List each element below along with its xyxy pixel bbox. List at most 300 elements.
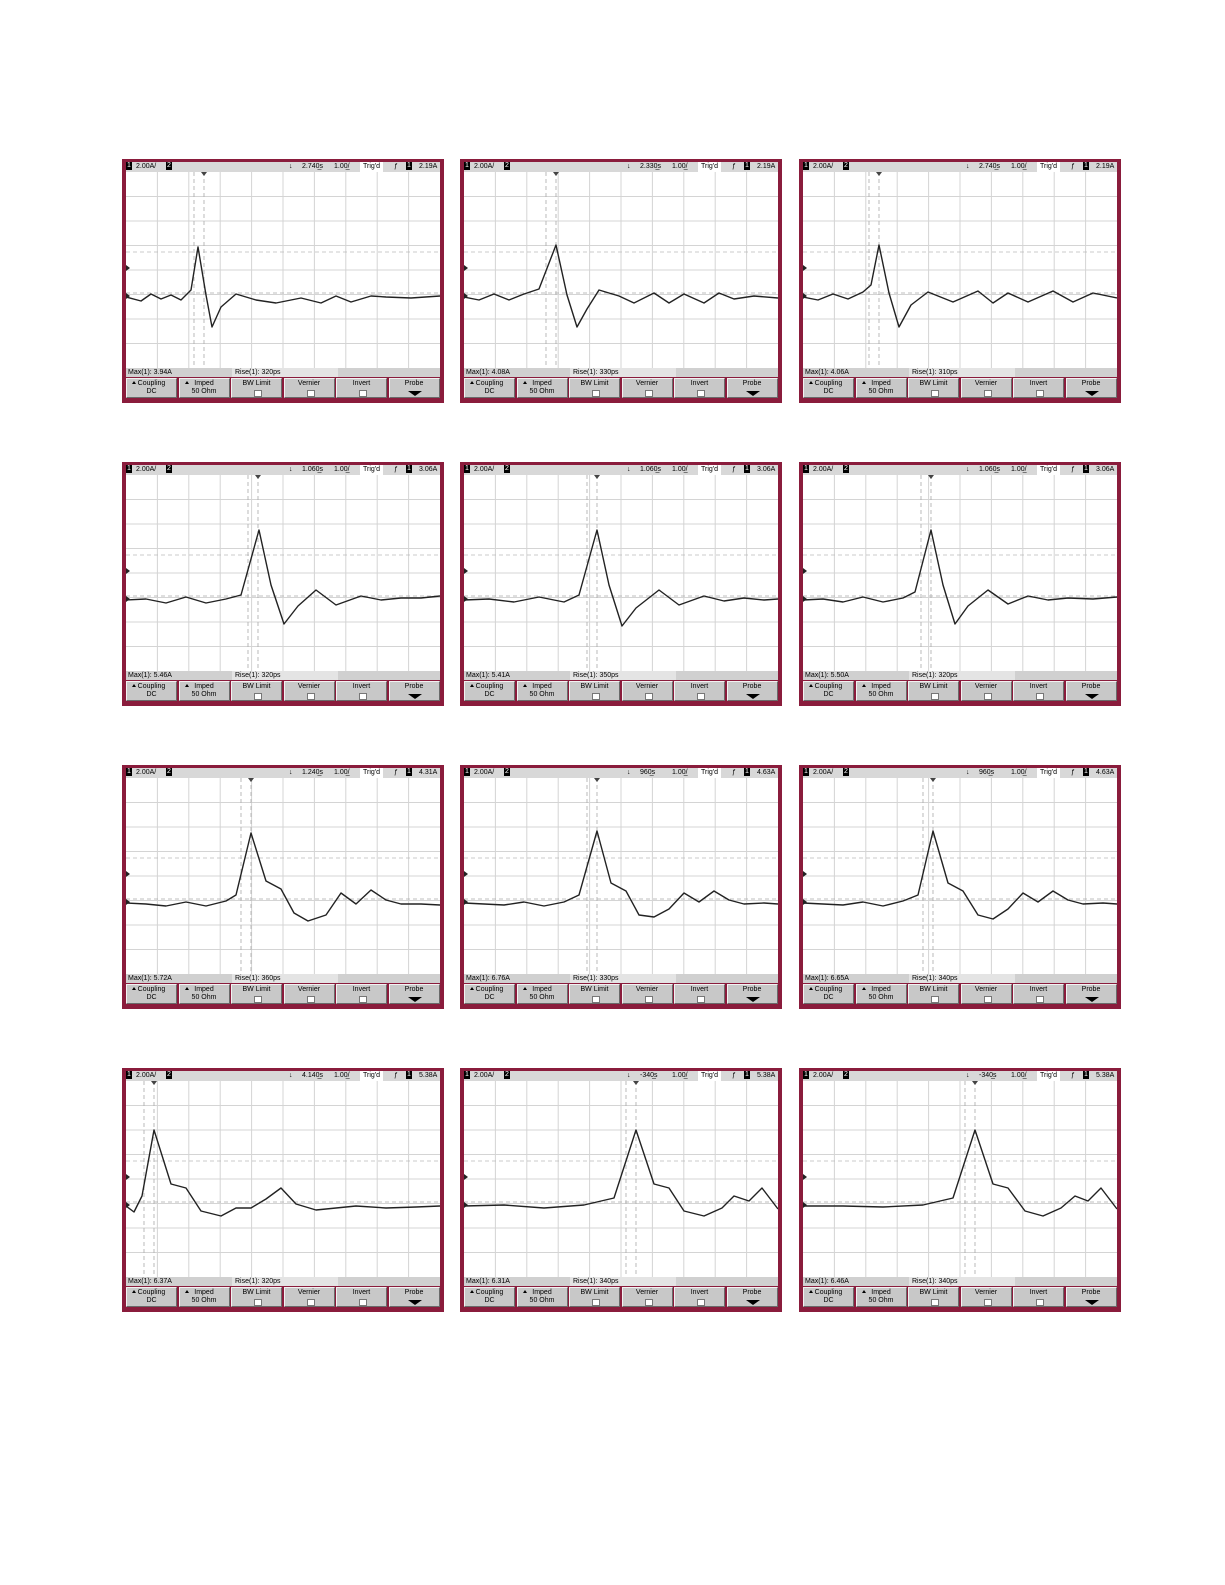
imped-softkey[interactable] bbox=[179, 681, 230, 701]
invert-softkey[interactable] bbox=[1013, 984, 1064, 1004]
imped-softkey[interactable] bbox=[856, 1287, 907, 1307]
trigger-marker-icon: ↓ bbox=[289, 163, 293, 170]
entry-knob-icon bbox=[809, 987, 813, 990]
coupling-softkey[interactable] bbox=[126, 1287, 177, 1307]
vernier-label: Vernier bbox=[974, 380, 998, 387]
waveform-display bbox=[126, 1081, 440, 1277]
max-measurement: Max(1): 6.76A bbox=[466, 975, 510, 982]
checkbox-icon[interactable] bbox=[984, 693, 992, 700]
entry-knob-icon bbox=[185, 381, 189, 384]
imped-value: 50 Ohm bbox=[868, 691, 894, 698]
imped-value: 50 Ohm bbox=[191, 994, 217, 1001]
time-scale: 1.00̲/ bbox=[1011, 1072, 1027, 1079]
trigger-channel-indicator: 1 bbox=[407, 162, 411, 169]
vernier-softkey[interactable] bbox=[622, 1287, 673, 1307]
invert-label: Invert bbox=[690, 380, 709, 387]
bw-limit-label: BW Limit bbox=[919, 986, 948, 993]
rise-measurement-cell bbox=[909, 671, 1015, 680]
measurement-bar bbox=[126, 671, 440, 680]
vertical-scale: 2.00A/ bbox=[813, 769, 834, 776]
scope-panel-2 bbox=[460, 159, 782, 403]
time-scale: 1.00̲/ bbox=[1011, 163, 1027, 170]
coupling-label: Coupling bbox=[475, 986, 504, 993]
invert-softkey[interactable] bbox=[1013, 378, 1064, 398]
vernier-softkey[interactable] bbox=[622, 984, 673, 1004]
checkbox-icon[interactable] bbox=[359, 390, 367, 397]
vertical-scale: 2.00A/ bbox=[136, 769, 157, 776]
top-status-bar bbox=[803, 1071, 1117, 1081]
probe-label: Probe bbox=[742, 986, 762, 993]
rise-measurement-cell bbox=[909, 368, 1015, 377]
coupling-softkey[interactable] bbox=[464, 378, 515, 398]
probe-softkey[interactable] bbox=[727, 681, 778, 701]
trigger-edge-icon: ƒ bbox=[394, 163, 398, 170]
rise-measurement: Rise(1): 330ps bbox=[573, 369, 619, 376]
entry-knob-icon bbox=[132, 684, 136, 687]
ground-marker bbox=[803, 596, 807, 602]
softkey-row bbox=[803, 377, 1117, 399]
imped-value: 50 Ohm bbox=[868, 388, 894, 395]
bw-limit-softkey[interactable] bbox=[569, 378, 620, 398]
entry-knob-icon bbox=[470, 684, 474, 687]
vertical-scale: 2.00A/ bbox=[813, 163, 834, 170]
coupling-softkey[interactable] bbox=[803, 681, 854, 701]
checkbox-icon[interactable] bbox=[931, 693, 939, 700]
waveform-display bbox=[464, 172, 778, 368]
probe-softkey[interactable] bbox=[1066, 681, 1117, 701]
probe-softkey[interactable] bbox=[389, 378, 440, 398]
coupling-label: Coupling bbox=[814, 986, 843, 993]
bw-limit-label: BW Limit bbox=[242, 380, 271, 387]
bw-limit-softkey[interactable] bbox=[231, 681, 282, 701]
entry-knob-icon bbox=[523, 1290, 527, 1293]
probe-softkey[interactable] bbox=[389, 1287, 440, 1307]
scope-panel-12 bbox=[799, 1068, 1121, 1312]
coupling-label: Coupling bbox=[137, 1289, 166, 1296]
imped-softkey[interactable] bbox=[179, 378, 230, 398]
rise-measurement: Rise(1): 360ps bbox=[235, 975, 281, 982]
rise-measurement: Rise(1): 310ps bbox=[912, 369, 958, 376]
ground-marker bbox=[803, 1202, 807, 1208]
entry-knob-icon bbox=[470, 987, 474, 990]
rise-measurement: Rise(1): 340ps bbox=[573, 1278, 619, 1285]
waveform-svg bbox=[803, 778, 1117, 974]
trigger-marker-icon: ↓ bbox=[289, 1072, 293, 1079]
trigger-level: 2.19A bbox=[419, 163, 438, 170]
checkbox-icon[interactable] bbox=[254, 1299, 262, 1306]
vertical-scale: 2.00A/ bbox=[474, 1072, 495, 1079]
waveform-display bbox=[126, 778, 440, 974]
trigger-channel-indicator: 1 bbox=[407, 768, 411, 775]
trigger-status: Trig'd bbox=[360, 1071, 383, 1081]
channel-1-indicator[interactable]: 1 bbox=[804, 768, 808, 775]
vernier-softkey[interactable] bbox=[622, 378, 673, 398]
max-measurement: Max(1): 6.31A bbox=[466, 1278, 510, 1285]
trigger-edge-icon: ƒ bbox=[732, 163, 736, 170]
checkbox-icon[interactable] bbox=[645, 1299, 653, 1306]
checkbox-icon[interactable] bbox=[1036, 996, 1044, 1003]
checkbox-icon[interactable] bbox=[254, 996, 262, 1003]
trigger-position-marker bbox=[930, 778, 936, 782]
trigger-position-marker bbox=[248, 778, 254, 782]
checkbox-icon[interactable] bbox=[697, 693, 705, 700]
imped-label: Imped bbox=[194, 380, 214, 387]
trigger-position-marker bbox=[633, 1081, 639, 1085]
checkbox-icon[interactable] bbox=[1036, 693, 1044, 700]
channel-1-indicator[interactable]: 1 bbox=[465, 768, 469, 775]
waveform-display bbox=[464, 475, 778, 671]
trigger-level: 3.06A bbox=[757, 466, 776, 473]
probe-softkey[interactable] bbox=[727, 984, 778, 1004]
scope-panel-10 bbox=[122, 1068, 444, 1312]
scope-panel-1 bbox=[122, 159, 444, 403]
imped-softkey[interactable] bbox=[517, 681, 568, 701]
rise-measurement-cell bbox=[570, 671, 676, 680]
coupling-label: Coupling bbox=[814, 1289, 843, 1296]
checkbox-icon[interactable] bbox=[931, 390, 939, 397]
invert-softkey[interactable] bbox=[674, 1287, 725, 1307]
vernier-label: Vernier bbox=[297, 986, 321, 993]
bw-limit-softkey[interactable] bbox=[908, 1287, 959, 1307]
trigger-channel-indicator: 1 bbox=[1084, 1071, 1088, 1078]
coupling-value: DC bbox=[484, 388, 495, 395]
probe-softkey[interactable] bbox=[389, 984, 440, 1004]
vernier-softkey[interactable] bbox=[961, 681, 1012, 701]
checkbox-icon[interactable] bbox=[359, 1299, 367, 1306]
waveform-svg bbox=[126, 1081, 440, 1277]
measurement-bar bbox=[464, 368, 778, 377]
invert-softkey[interactable] bbox=[336, 984, 387, 1004]
coupling-label: Coupling bbox=[137, 380, 166, 387]
channel-2-indicator[interactable]: 2 bbox=[844, 768, 848, 775]
vernier-label: Vernier bbox=[635, 1289, 659, 1296]
trigger-status: Trig'd bbox=[360, 768, 383, 778]
checkbox-icon[interactable] bbox=[592, 693, 600, 700]
scope-panel-6 bbox=[799, 462, 1121, 706]
softkey-row bbox=[126, 680, 440, 702]
coupling-softkey[interactable] bbox=[803, 378, 854, 398]
top-status-bar bbox=[464, 465, 778, 475]
top-status-bar bbox=[464, 1071, 778, 1081]
waveform-svg bbox=[803, 1081, 1117, 1277]
imped-value: 50 Ohm bbox=[529, 994, 555, 1001]
invert-softkey[interactable] bbox=[336, 681, 387, 701]
checkbox-icon[interactable] bbox=[697, 996, 705, 1003]
coupling-value: DC bbox=[823, 994, 834, 1001]
vertical-scale: 2.00A/ bbox=[474, 163, 495, 170]
rise-measurement-cell bbox=[570, 1277, 676, 1286]
probe-softkey[interactable] bbox=[727, 378, 778, 398]
entry-knob-icon bbox=[523, 684, 527, 687]
trigger-level: 2.19A bbox=[1096, 163, 1115, 170]
vernier-label: Vernier bbox=[974, 1289, 998, 1296]
invert-softkey[interactable] bbox=[674, 984, 725, 1004]
channel-2-indicator[interactable]: 2 bbox=[167, 1071, 171, 1078]
submenu-arrow-icon bbox=[1085, 694, 1099, 699]
imped-softkey[interactable] bbox=[517, 984, 568, 1004]
rise-measurement: Rise(1): 350ps bbox=[573, 672, 619, 679]
coupling-value: DC bbox=[484, 994, 495, 1001]
rise-measurement: Rise(1): 330ps bbox=[573, 975, 619, 982]
channel-2-indicator[interactable]: 2 bbox=[167, 162, 171, 169]
max-measurement: Max(1): 6.37A bbox=[128, 1278, 172, 1285]
checkbox-icon[interactable] bbox=[592, 390, 600, 397]
vernier-softkey[interactable] bbox=[961, 984, 1012, 1004]
channel-2-indicator[interactable]: 2 bbox=[167, 768, 171, 775]
channel-1-indicator[interactable]: 1 bbox=[804, 465, 808, 472]
submenu-arrow-icon bbox=[746, 997, 760, 1002]
coupling-label: Coupling bbox=[475, 683, 504, 690]
horizontal-delay: 2.740̲s bbox=[302, 163, 324, 170]
invert-label: Invert bbox=[352, 986, 371, 993]
trigger-marker-icon: ↓ bbox=[966, 1072, 970, 1079]
checkbox-icon[interactable] bbox=[645, 996, 653, 1003]
time-scale: 1.00̲/ bbox=[1011, 769, 1027, 776]
checkbox-icon[interactable] bbox=[697, 1299, 705, 1306]
probe-softkey[interactable] bbox=[1066, 984, 1117, 1004]
coupling-softkey[interactable] bbox=[464, 681, 515, 701]
trigger-edge-icon: ƒ bbox=[1071, 1072, 1075, 1079]
vertical-scale: 2.00A/ bbox=[136, 466, 157, 473]
channel-1-indicator[interactable]: 1 bbox=[465, 465, 469, 472]
invert-softkey[interactable] bbox=[336, 1287, 387, 1307]
channel-2-indicator[interactable]: 2 bbox=[505, 1071, 509, 1078]
probe-label: Probe bbox=[1081, 380, 1101, 387]
invert-softkey[interactable] bbox=[1013, 1287, 1064, 1307]
checkbox-icon[interactable] bbox=[254, 693, 262, 700]
invert-softkey[interactable] bbox=[674, 681, 725, 701]
time-scale: 1.00̲/ bbox=[334, 163, 350, 170]
vernier-softkey[interactable] bbox=[961, 1287, 1012, 1307]
coupling-softkey[interactable] bbox=[464, 1287, 515, 1307]
trigger-edge-icon: ƒ bbox=[394, 769, 398, 776]
channel-1-indicator[interactable]: 1 bbox=[127, 465, 131, 472]
imped-label: Imped bbox=[532, 683, 552, 690]
measurement-bar bbox=[464, 1277, 778, 1286]
imped-softkey[interactable] bbox=[179, 984, 230, 1004]
checkbox-icon[interactable] bbox=[592, 1299, 600, 1306]
probe-softkey[interactable] bbox=[1066, 378, 1117, 398]
rise-measurement-cell bbox=[232, 368, 338, 377]
imped-label: Imped bbox=[871, 1289, 891, 1296]
bw-limit-softkey[interactable] bbox=[569, 1287, 620, 1307]
submenu-arrow-icon bbox=[746, 391, 760, 396]
trigger-edge-icon: ƒ bbox=[732, 769, 736, 776]
vertical-scale: 2.00A/ bbox=[136, 163, 157, 170]
channel-1-indicator[interactable]: 1 bbox=[127, 1071, 131, 1078]
submenu-arrow-icon bbox=[746, 1300, 760, 1305]
top-status-bar bbox=[803, 768, 1117, 778]
imped-label: Imped bbox=[532, 986, 552, 993]
time-scale: 1.00̲/ bbox=[672, 1072, 688, 1079]
probe-softkey[interactable] bbox=[1066, 1287, 1117, 1307]
vernier-softkey[interactable] bbox=[284, 984, 335, 1004]
channel-2-indicator[interactable]: 2 bbox=[505, 162, 509, 169]
vertical-scale: 2.00A/ bbox=[474, 466, 495, 473]
entry-knob-icon bbox=[185, 987, 189, 990]
probe-softkey[interactable] bbox=[727, 1287, 778, 1307]
imped-label: Imped bbox=[194, 986, 214, 993]
coupling-softkey[interactable] bbox=[803, 1287, 854, 1307]
vernier-label: Vernier bbox=[297, 380, 321, 387]
checkbox-icon[interactable] bbox=[1036, 390, 1044, 397]
vertical-scale: 2.00A/ bbox=[813, 466, 834, 473]
entry-knob-icon bbox=[470, 381, 474, 384]
softkey-row bbox=[803, 680, 1117, 702]
max-measurement: Max(1): 5.46A bbox=[128, 672, 172, 679]
time-scale: 1.00̲/ bbox=[334, 769, 350, 776]
trigger-position-marker bbox=[594, 475, 600, 479]
vernier-softkey[interactable] bbox=[961, 378, 1012, 398]
bw-limit-softkey[interactable] bbox=[231, 1287, 282, 1307]
probe-label: Probe bbox=[742, 1289, 762, 1296]
time-scale: 1.00̲/ bbox=[334, 466, 350, 473]
bw-limit-label: BW Limit bbox=[919, 1289, 948, 1296]
checkbox-icon[interactable] bbox=[1036, 1299, 1044, 1306]
time-scale: 1.00̲/ bbox=[672, 466, 688, 473]
invert-softkey[interactable] bbox=[336, 378, 387, 398]
submenu-arrow-icon bbox=[408, 1300, 422, 1305]
imped-softkey[interactable] bbox=[856, 984, 907, 1004]
coupling-value: DC bbox=[146, 691, 157, 698]
imped-value: 50 Ohm bbox=[529, 1297, 555, 1304]
trigger-level: 4.63A bbox=[757, 769, 776, 776]
bw-limit-softkey[interactable] bbox=[908, 984, 959, 1004]
bw-limit-softkey[interactable] bbox=[231, 378, 282, 398]
measurement-bar bbox=[464, 671, 778, 680]
probe-softkey[interactable] bbox=[389, 681, 440, 701]
channel-2-indicator[interactable]: 2 bbox=[505, 768, 509, 775]
trigger-position-marker bbox=[594, 778, 600, 782]
checkbox-icon[interactable] bbox=[359, 693, 367, 700]
vertical-scale: 2.00A/ bbox=[813, 1072, 834, 1079]
entry-knob-icon bbox=[862, 381, 866, 384]
trigger-channel-indicator: 1 bbox=[745, 162, 749, 169]
channel-2-indicator[interactable]: 2 bbox=[167, 465, 171, 472]
trigger-marker-icon: ↓ bbox=[627, 466, 631, 473]
waveform-display bbox=[803, 475, 1117, 671]
vernier-softkey[interactable] bbox=[284, 378, 335, 398]
invert-label: Invert bbox=[1029, 1289, 1048, 1296]
imped-softkey[interactable] bbox=[179, 1287, 230, 1307]
trigger-position-marker bbox=[255, 475, 261, 479]
probe-label: Probe bbox=[404, 1289, 424, 1296]
invert-label: Invert bbox=[690, 986, 709, 993]
channel-1-indicator[interactable]: 1 bbox=[804, 1071, 808, 1078]
invert-label: Invert bbox=[352, 1289, 371, 1296]
channel-1-indicator[interactable]: 1 bbox=[127, 768, 131, 775]
waveform-svg bbox=[464, 778, 778, 974]
channel-1-indicator[interactable]: 1 bbox=[465, 1071, 469, 1078]
checkbox-icon[interactable] bbox=[254, 390, 262, 397]
vernier-softkey[interactable] bbox=[622, 681, 673, 701]
measurement-bar bbox=[803, 671, 1117, 680]
ground-marker bbox=[126, 899, 130, 905]
checkbox-icon[interactable] bbox=[645, 693, 653, 700]
checkbox-icon[interactable] bbox=[359, 996, 367, 1003]
channel-2-indicator[interactable]: 2 bbox=[844, 465, 848, 472]
checkbox-icon[interactable] bbox=[984, 996, 992, 1003]
horizontal-delay: 1.060̲s bbox=[979, 466, 1001, 473]
checkbox-icon[interactable] bbox=[931, 996, 939, 1003]
checkbox-icon[interactable] bbox=[697, 390, 705, 397]
imped-softkey[interactable] bbox=[856, 378, 907, 398]
vernier-label: Vernier bbox=[974, 683, 998, 690]
invert-label: Invert bbox=[690, 1289, 709, 1296]
bw-limit-softkey[interactable] bbox=[569, 984, 620, 1004]
channel-2-indicator[interactable]: 2 bbox=[505, 465, 509, 472]
top-status-bar bbox=[126, 162, 440, 172]
checkbox-icon[interactable] bbox=[307, 693, 315, 700]
checkbox-icon[interactable] bbox=[645, 390, 653, 397]
trigger-edge-icon: ƒ bbox=[732, 466, 736, 473]
ground-marker bbox=[464, 899, 468, 905]
entry-knob-icon bbox=[523, 987, 527, 990]
channel-2-indicator[interactable]: 2 bbox=[844, 162, 848, 169]
ground-marker bbox=[803, 899, 807, 905]
trigger-position-marker bbox=[201, 172, 207, 176]
checkbox-icon[interactable] bbox=[307, 1299, 315, 1306]
submenu-arrow-icon bbox=[746, 694, 760, 699]
bw-limit-softkey[interactable] bbox=[908, 378, 959, 398]
vernier-label: Vernier bbox=[635, 683, 659, 690]
coupling-softkey[interactable] bbox=[126, 681, 177, 701]
coupling-softkey[interactable] bbox=[803, 984, 854, 1004]
bw-limit-label: BW Limit bbox=[242, 683, 271, 690]
bw-limit-softkey[interactable] bbox=[231, 984, 282, 1004]
coupling-softkey[interactable] bbox=[126, 378, 177, 398]
imped-label: Imped bbox=[532, 1289, 552, 1296]
channel-1-indicator[interactable]: 1 bbox=[127, 162, 131, 169]
invert-softkey[interactable] bbox=[674, 378, 725, 398]
imped-label: Imped bbox=[871, 986, 891, 993]
waveform-display bbox=[803, 778, 1117, 974]
checkbox-icon[interactable] bbox=[931, 1299, 939, 1306]
entry-knob-icon bbox=[809, 381, 813, 384]
coupling-softkey[interactable] bbox=[464, 984, 515, 1004]
channel-2-indicator[interactable]: 2 bbox=[844, 1071, 848, 1078]
imped-softkey[interactable] bbox=[856, 681, 907, 701]
softkey-row bbox=[126, 983, 440, 1005]
checkbox-icon[interactable] bbox=[307, 996, 315, 1003]
trigger-level: 5.38A bbox=[757, 1072, 776, 1079]
channel-1-indicator[interactable]: 1 bbox=[465, 162, 469, 169]
imped-softkey[interactable] bbox=[517, 1287, 568, 1307]
coupling-softkey[interactable] bbox=[126, 984, 177, 1004]
checkbox-icon[interactable] bbox=[984, 1299, 992, 1306]
checkbox-icon[interactable] bbox=[984, 390, 992, 397]
bw-limit-softkey[interactable] bbox=[908, 681, 959, 701]
trigger-edge-icon: ƒ bbox=[1071, 769, 1075, 776]
vernier-label: Vernier bbox=[297, 1289, 321, 1296]
checkbox-icon[interactable] bbox=[307, 390, 315, 397]
rise-measurement: Rise(1): 340ps bbox=[912, 975, 958, 982]
vernier-softkey[interactable] bbox=[284, 1287, 335, 1307]
horizontal-delay: 1.060̲s bbox=[640, 466, 662, 473]
channel-1-indicator[interactable]: 1 bbox=[804, 162, 808, 169]
top-status-bar bbox=[126, 768, 440, 778]
rise-measurement-cell bbox=[909, 974, 1015, 983]
checkbox-icon[interactable] bbox=[592, 996, 600, 1003]
imped-softkey[interactable] bbox=[517, 378, 568, 398]
measurement-bar bbox=[464, 974, 778, 983]
rise-measurement-cell bbox=[232, 1277, 338, 1286]
scope-panel-5 bbox=[460, 462, 782, 706]
horizontal-delay: 4.140̲s bbox=[302, 1072, 324, 1079]
invert-softkey[interactable] bbox=[1013, 681, 1064, 701]
vernier-softkey[interactable] bbox=[284, 681, 335, 701]
bw-limit-softkey[interactable] bbox=[569, 681, 620, 701]
